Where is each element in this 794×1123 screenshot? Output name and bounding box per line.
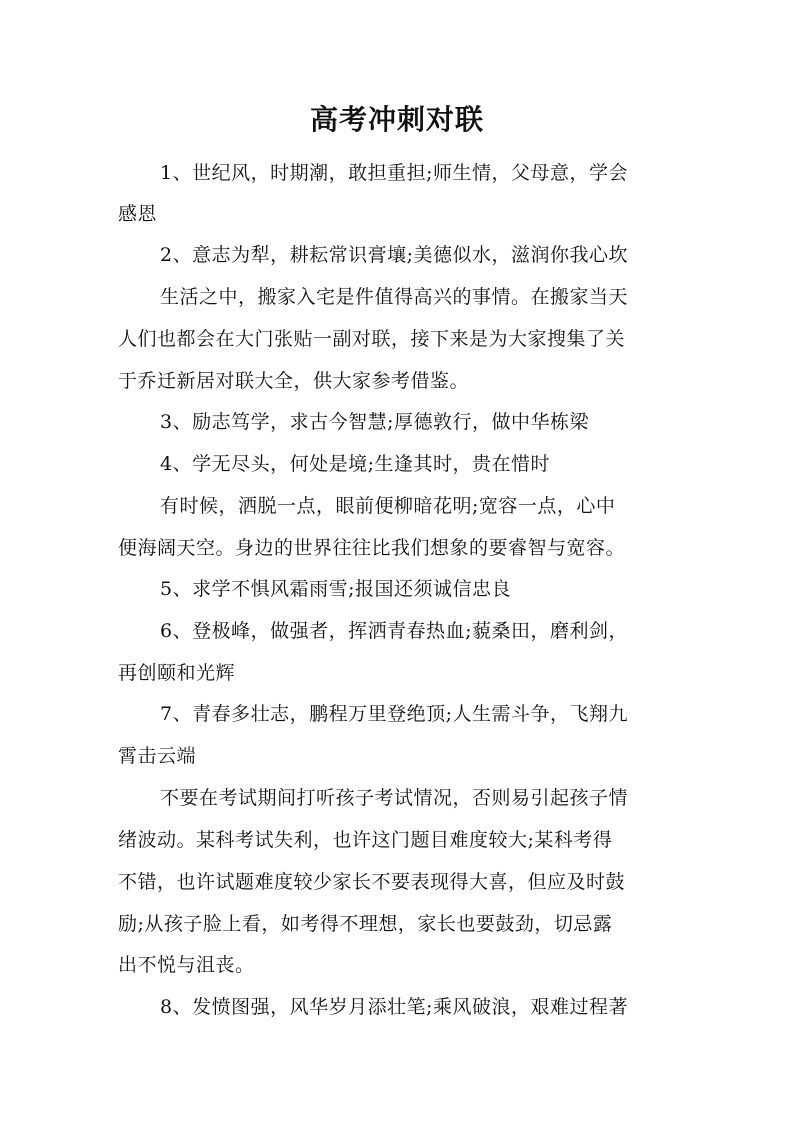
text-line: 不要在考试期间打听孩子考试情况，否则易引起孩子情 bbox=[160, 787, 629, 809]
text-line: 3、励志笃学，求古今智慧;厚德敦行，做中华栋梁 bbox=[160, 411, 589, 433]
text-line: 人们也都会在大门张贴一副对联，接下来是为大家搜集了关 bbox=[118, 328, 626, 350]
text-line: 生活之中，搬家入宅是件值得高兴的事情。在搬家当天 bbox=[160, 286, 629, 308]
document-title: 高考冲刺对联 bbox=[309, 103, 484, 136]
text-line: 励;从孩子脸上看，如考得不理想，家长也要鼓劲，切忌露 bbox=[118, 913, 613, 935]
text-line: 不错，也许试题难度较少家长不要表现得大喜，但应及时鼓 bbox=[118, 871, 626, 893]
text-line: 霄击云端 bbox=[118, 745, 197, 767]
text-line: 6、登极峰，做强者，挥洒青春热血;藐桑田，磨利剑， bbox=[160, 620, 628, 642]
text-line: 绪波动。某科考试失利，也许这门题目难度较大;某科考得 bbox=[118, 829, 613, 851]
text-line: 再创颐和光辉 bbox=[118, 662, 236, 684]
text-line: 7、青春多壮志，鹏程万里登绝顶;人生需斗争，飞翔九 bbox=[160, 703, 628, 725]
text-line: 于乔迁新居对联大全，供大家参考借鉴。 bbox=[118, 370, 470, 392]
text-line: 1、世纪风，时期潮，敢担重担;师生情，父母意，学会 bbox=[160, 162, 628, 184]
text-line: 4、学无尽头，何处是境;生逢其时，贵在惜时 bbox=[160, 453, 550, 475]
text-line: 感恩 bbox=[118, 203, 158, 225]
text-line: 有时候，洒脱一点，眼前便柳暗花明;宽容一点，心中 bbox=[160, 495, 616, 517]
text-line: 5、求学不惧风霜雨雪;报国还须诚信忠良 bbox=[160, 578, 511, 600]
text-line: 2、意志为犁，耕耘常识膏壤;美德似水，滋润你我心坎 bbox=[160, 244, 628, 266]
text-line: 便海阔天空。身边的世界往往比我们想象的要睿智与宽容。 bbox=[118, 537, 626, 559]
text-line: 8、发愤图强，风华岁月添壮笔;乘风破浪，艰难过程著 bbox=[160, 996, 628, 1018]
text-line: 出不悦与沮丧。 bbox=[118, 954, 255, 976]
